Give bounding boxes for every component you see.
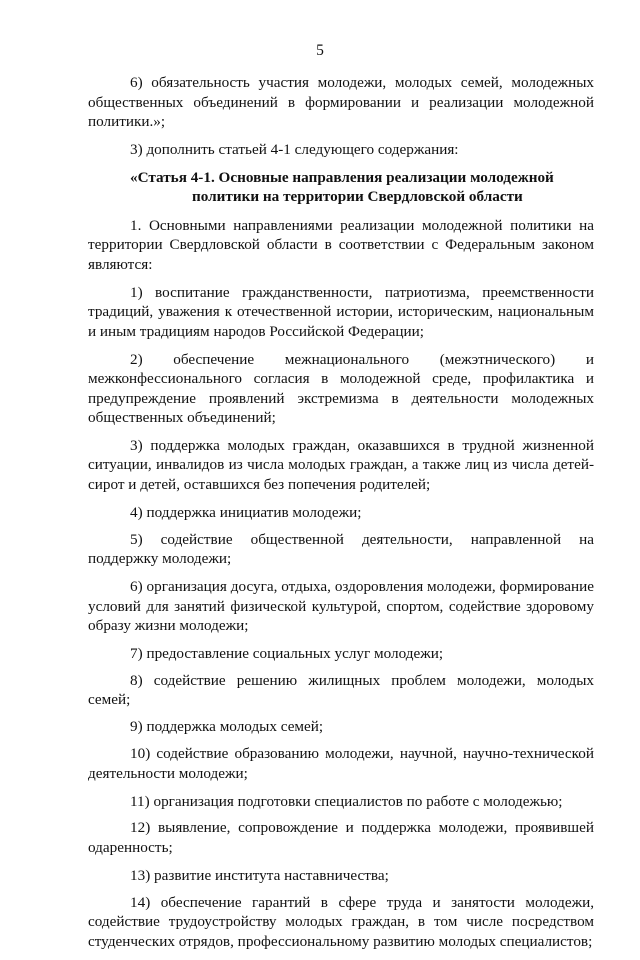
intro-item-6: 6) обязательность участия молодежи, молодых семей, молодежных общественных объединений в формировании и реализации молодежной политики.»;	[88, 74, 594, 130]
list-item-2: 2) обеспечение межнационального (межэтнического) и межконфессионального согласия в молодежной среде, профилактика и предупреждение проявлений экстремизма в деятельности молодежных общественных объединений;	[88, 350, 594, 427]
list-item-3: 3) поддержка молодых граждан, оказавшихся в трудной жизненной ситуации, инвалидов из числа молодых граждан, а также лиц из числа детей-сирот и детей, оставшихся без попечения родителей;	[88, 436, 594, 493]
intro-item-3: 3) дополнить статьей 4-1 следующего содержания:	[130, 140, 459, 158]
list-item-12: 12) выявление, сопровождение и поддержка молодежи, проявившей одаренность;	[88, 819, 594, 856]
list-item-6: 6) организация досуга, отдыха, оздоровления молодежи, формирование условий для занятий физической культурой, спортом, содействие здоровому образу жизни молодежи;	[88, 578, 594, 635]
article-lead: 1. Основными направлениями реализации молодежной политики на территории Свердловской области в соответствии с Федеральным законом являются:	[88, 216, 594, 273]
list-item-14: 14) обеспечение гарантий в сфере труда и занятости молодежи, содействие трудоустройству молодых граждан, в том числе посредством студенческих отрядов, профессиональному развитию молодых специалистов;	[88, 893, 594, 950]
article-title	[88, 168, 594, 207]
list-item-1: 1) воспитание гражданственности, патриотизма, преемственности традиций, уважения к отечественной истории, историческим, национальным и иным традициям народов Российской Федерации;	[88, 283, 594, 340]
article-title-line-1: «Статья 4-1. Основные направления реализации молодежной	[130, 168, 554, 186]
list-item-9: 9) поддержка молодых семей;	[130, 718, 324, 736]
list-item-13: 13) развитие института наставничества;	[130, 866, 389, 884]
list-item-5: 5) содействие общественной деятельности, направленной на поддержку молодежи;	[88, 530, 594, 568]
page-number: 5	[316, 42, 324, 59]
list-item-10: 10) содействие образованию молодежи, научной, научно-технической деятельности молодежи;	[88, 745, 594, 782]
document-body	[88, 73, 594, 960]
list-item-4: 4) поддержка инициатив молодежи;	[130, 503, 362, 521]
list-item-11: 11) организация подготовки специалистов по работе с молодежью;	[130, 792, 563, 810]
list-item-7: 7) предоставление социальных услуг молодежи;	[130, 645, 444, 663]
list-item-8: 8) содействие решению жилищных проблем молодежи, молодых семей;	[88, 671, 594, 709]
article-title-line-2: политики на территории Свердловской области	[192, 188, 523, 206]
